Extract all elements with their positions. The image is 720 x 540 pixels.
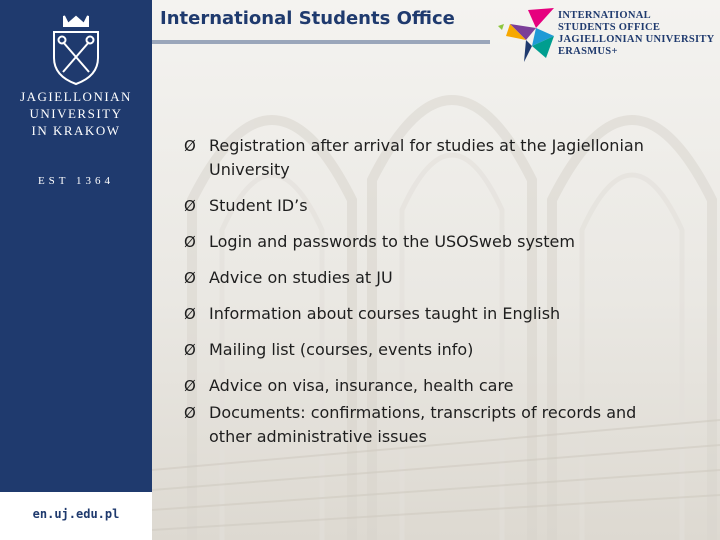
logo-line: JAGIELLONIAN UNIVERSITY [558,34,715,45]
list-item-text: Mailing list (courses, events info) [209,340,474,359]
list-item-text: Advice on studies at JU [209,268,393,287]
list-item-text: Login and passwords to the USOSweb system [209,232,575,251]
logo-line: STUDENTS OFFICE [558,22,661,33]
arrow-bullet-icon: Ø [184,404,196,422]
list-item [184,134,684,182]
arrow-bullet-icon: Ø [184,197,196,215]
list-item-text: Registration after arrival for studies at the Jagiellonian [209,136,644,155]
erasmus-star-icon [496,6,558,64]
brand-sidebar [0,0,152,540]
list-item-text: University [209,160,290,179]
arrow-bullet-icon: Ø [184,137,196,155]
arrow-bullet-icon: Ø [184,377,196,395]
jagiellonian-crest-icon [48,14,104,86]
list-item-text: Advice on visa, insurance, health care [209,376,514,395]
list-item [184,194,684,218]
university-name-line: UNIVERSITY [29,106,123,121]
url-box [0,492,152,540]
list-item [184,401,684,449]
university-name-line: JAGIELLONIAN [20,89,132,104]
list-item [184,338,684,362]
list-item-text: Information about courses taught in English [209,304,561,323]
list-item [184,374,684,398]
arrow-bullet-icon: Ø [184,269,196,287]
established-year: EST 1364 [37,175,115,187]
list-item [184,266,684,290]
title-underline [152,40,490,44]
page-title: International Students Office [160,8,455,29]
logo-line: ERASMUS+ [558,46,618,57]
list-item-text: Documents: confirmations, transcripts of records and [209,403,637,422]
list-item [184,302,684,326]
office-logo-text [558,10,715,58]
arrow-bullet-icon: Ø [184,305,196,323]
university-name-line: IN KRAKOW [31,123,121,138]
list-item-text: other administrative issues [209,427,427,446]
services-list [184,134,684,449]
list-item-text: Student ID’s [209,196,308,215]
list-item [184,230,684,254]
logo-line: INTERNATIONAL [558,10,651,21]
arrow-bullet-icon: Ø [184,341,196,359]
university-name [0,88,152,139]
website-url: en.uj.edu.pl [32,507,120,521]
arrow-bullet-icon: Ø [184,233,196,251]
